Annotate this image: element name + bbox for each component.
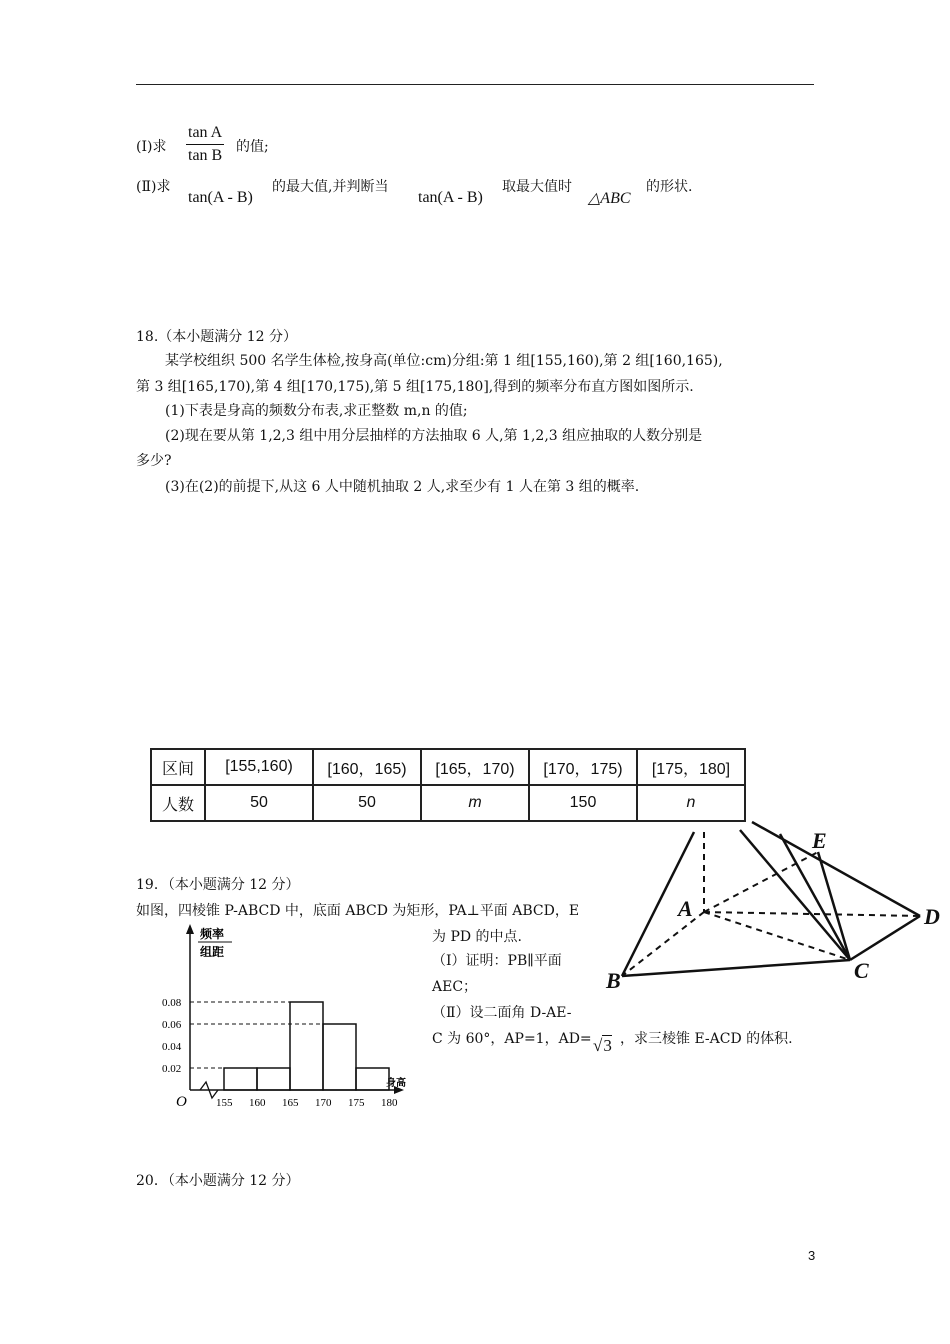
- q20-heading: 20．（本小题满分 12 分）: [136, 1173, 300, 1189]
- interval-cell: [175，180]: [637, 749, 745, 785]
- q18-item1: (1)下表是身高的频数分布表,求正整数 m,n 的值;: [165, 403, 468, 419]
- pyramid-hidden-edges: [622, 832, 920, 976]
- x-tick-label: 165: [282, 1097, 299, 1109]
- q17-expr2: tan(A - B): [418, 189, 483, 206]
- histogram-bar: [224, 1068, 257, 1090]
- row-label-interval: 区间: [151, 749, 205, 785]
- q17-part2-suffix: 的形状.: [646, 179, 693, 195]
- edge-pc: [740, 830, 850, 960]
- x-tick-label: 170: [315, 1097, 332, 1109]
- interval-cell: [160，165): [313, 749, 421, 785]
- q19-line2: 为 PD 的中点.: [432, 929, 522, 945]
- y-tick-label: 0.04: [162, 1041, 182, 1053]
- q17-part1-suffix: 的值;: [236, 139, 269, 155]
- table-row: [151, 749, 745, 785]
- q18-item2a: (2)现在要从第 1,2,3 组中用分层抽样的方法抽取 6 人,第 1,2,3 组应抽取的人数分别是: [165, 428, 703, 444]
- page-number: 3: [808, 1248, 816, 1263]
- q19-line1: 如图，四棱锥 P-ABCD 中，底面 ABCD 为矩形，PA⊥平面 ABCD，E: [136, 903, 580, 919]
- interval-cell: [165，170): [421, 749, 529, 785]
- label-d: D: [924, 904, 940, 929]
- q18-heading: 18.（本小题满分 12 分）: [136, 329, 297, 345]
- edge-bc: [622, 960, 850, 976]
- histogram-bar: [356, 1068, 389, 1090]
- y-axis-arrow-icon: [186, 924, 194, 934]
- q19-heading: 19．（本小题满分 12 分）: [136, 877, 300, 893]
- q17-triangle: △ABC: [588, 190, 631, 207]
- q17-part1-prefix: (Ⅰ)求: [136, 139, 167, 155]
- edge-pd: [752, 822, 920, 916]
- origin-label: O: [176, 1094, 187, 1110]
- count-cell: 50: [205, 785, 313, 821]
- x-tick-label: 175: [348, 1097, 365, 1109]
- q19-line5: （Ⅱ）设二面角 D-AE-: [432, 1005, 572, 1021]
- count-cell: 50: [313, 785, 421, 821]
- histogram-bar: [257, 1068, 290, 1090]
- header-rule: [136, 84, 814, 85]
- y-label-bottom: 组距: [200, 945, 225, 959]
- x-tick-label: 155: [216, 1097, 233, 1109]
- x-tick-label: 180: [381, 1097, 398, 1109]
- q18-item2b: 多少?: [136, 453, 172, 469]
- q18-line1: 某学校组织 500 名学生体检,按身高(单位:cm)分组:第 1 组[155,160),第 2 组[160,165),: [165, 353, 723, 369]
- edge-ab: [622, 912, 704, 976]
- pyramid-solid-edges: [622, 822, 920, 976]
- q17-part2-mid: 的最大值,并判断当: [272, 179, 389, 195]
- label-c: C: [854, 958, 869, 983]
- frequency-histogram: [150, 920, 430, 1120]
- interval-cell: [170，175): [529, 749, 637, 785]
- q18-item3: (3)在(2)的前提下,从这 6 人中随机抽取 2 人,求至少有 1 人在第 3 组的概率.: [165, 479, 640, 495]
- interval-cell: [155,160): [205, 749, 313, 785]
- label-b: B: [606, 968, 621, 993]
- sqrt-radicand: 3: [603, 1036, 612, 1055]
- count-cell: 150: [529, 785, 637, 821]
- label-e: E: [812, 828, 827, 853]
- x-label: 身高: [386, 1078, 406, 1089]
- fraction-denominator: tan B: [188, 147, 223, 164]
- count-cell: n: [637, 785, 745, 821]
- q17-fraction: [186, 124, 224, 165]
- count-cell: m: [421, 785, 529, 821]
- y-tick-label: 0.02: [162, 1063, 182, 1075]
- histogram-bar: [290, 1002, 323, 1090]
- row-label-count: 人数: [151, 785, 205, 821]
- y-tick-label: 0.06: [162, 1019, 182, 1031]
- q18-line2: 第 3 组[165,170),第 4 组[170,175),第 5 组[175,180],得到的频率分布直方图如图所示.: [136, 379, 694, 395]
- pyramid-figure: [600, 818, 950, 1008]
- frequency-table: [150, 748, 746, 822]
- sqrt-expression: √3: [593, 1036, 612, 1055]
- fraction-numerator: tan A: [188, 124, 223, 141]
- q19-line4: AEC；: [432, 979, 478, 995]
- q19-line6: C 为 60°，AP=1，AD=: [432, 1031, 592, 1047]
- x-tick-label: 160: [249, 1097, 266, 1109]
- q17-expr1: tan(A - B): [188, 189, 253, 206]
- y-label-top: 频率: [200, 927, 225, 941]
- edge-cd: [850, 916, 920, 960]
- q17-part2-prefix: (Ⅱ)求: [136, 179, 171, 195]
- label-a: A: [678, 896, 693, 921]
- table-row: [151, 785, 745, 821]
- q19-line6-suffix: ，求三棱锥 E-ACD 的体积.: [620, 1031, 793, 1047]
- q17-part2-mid2: 取最大值时: [502, 179, 572, 195]
- fraction-bar: [186, 144, 224, 145]
- q19-line3: （Ⅰ）证明：PB∥平面: [432, 953, 562, 969]
- histogram-bar: [323, 1024, 356, 1090]
- y-tick-label: 0.08: [162, 997, 182, 1009]
